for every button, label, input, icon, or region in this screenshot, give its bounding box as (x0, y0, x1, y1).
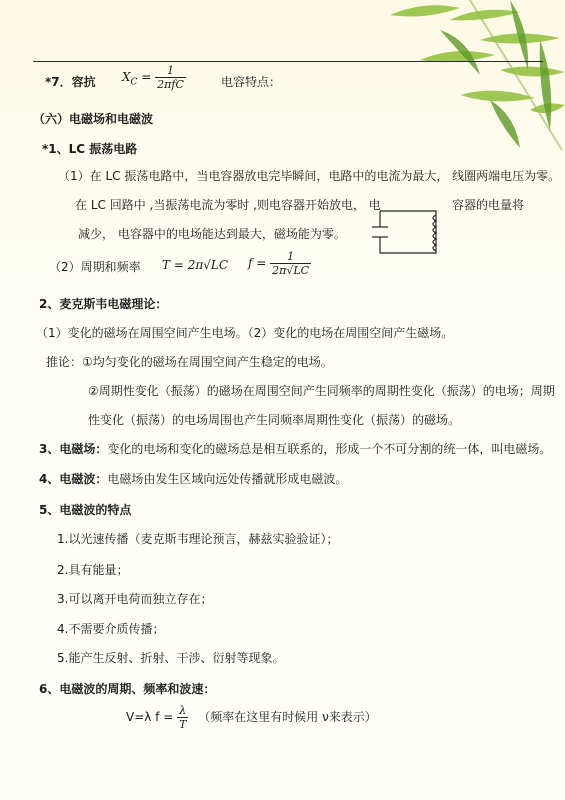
feature-item-5: 5.能产生反射、折射、干涉、衍射等现象。 (57, 651, 285, 665)
formula-fraction: $\frac{1}{\text{2πfC}}$ (157, 64, 184, 91)
capacitive-reactance-formula (122, 64, 186, 91)
feature-item-3: 3.可以离开电荷而独立存在； (57, 592, 213, 606)
freq-lhs: f = (248, 256, 267, 270)
lc-paragraph-3: 减少， 电容器中的电场能达到最大，磁场能为零。 (78, 227, 346, 241)
wave-speed-fraction: $\frac{\lambda}{T}$ (179, 704, 187, 731)
em-field-definition (39, 440, 551, 457)
maxwell-paragraph-3: ②周期性变化（振荡）的磁场在周围空间产生同频率的周期性变化（振荡）的电场；周期 (88, 384, 555, 398)
section-7-label: *7．容抗 (45, 75, 96, 89)
section-lc-heading: *1、LC 振荡电路 (42, 142, 138, 156)
wave-speed-formula (126, 704, 377, 731)
maxwell-paragraph-4: 性变化（振荡）的电场周围也产生同频率周期性变化（振荡）的磁场。 (88, 413, 461, 427)
em-wave-features-heading: 5、电磁波的特点 (39, 503, 132, 517)
maxwell-paragraph-1: （1）变化的磁场在周围空间产生电场。（2）变化的电场在周围空间产生磁场。 (36, 326, 454, 340)
maxwell-paragraph-2: 推论：①均匀变化的磁场在周围空间产生稳定的电场。 (46, 355, 333, 369)
lc-circuit-diagram (366, 203, 450, 261)
feature-item-4: 4.不需要介质传播； (57, 622, 165, 636)
section-heading-em-field: （六）电磁场和电磁波 (33, 112, 154, 126)
wave-speed-lhs: V=λ f = (126, 710, 174, 724)
bamboo-leaves-decoration (330, 0, 565, 150)
lc-paragraph-2a: 在 LC 回路中 ,当振荡电流为零时 ,则电容器开始放电， 电 (75, 198, 381, 212)
wave-speed-note: （频率在这里有时候用 ν来表示） (198, 710, 377, 724)
lc-paragraph-1: （1）在 LC 振荡电路中，当电容器放电完毕瞬间，电路中的电流为最大， 线圈两端电压为零。 (58, 169, 561, 183)
freq-fraction: $\frac{1}{2\pi√LC}$ (272, 250, 310, 277)
header-rule (33, 61, 543, 62)
em-field-text: 变化的电场和变化的磁场总是相互联系的，形成一个不可分割的统一体，叫电磁场。 (107, 442, 552, 456)
frequency-formula (248, 250, 311, 277)
period-formula: T = 2π√LC (162, 258, 229, 272)
feature-item-2: 2.具有能量； (57, 563, 129, 577)
period-frequency-label: （2）周期和频率 (49, 260, 141, 274)
formula-equals: = (141, 70, 152, 84)
em-wave-definition (39, 470, 347, 487)
lc-paragraph-2b: 容器的电量将 (452, 198, 525, 212)
feature-item-1: 1.以光速传播（麦克斯韦理论预言，赫兹实验验证）； (57, 532, 339, 546)
capacitor-feature-label: 电容特点： (221, 75, 282, 89)
formula-subscript: C (130, 77, 138, 88)
em-wave-label: 4、电磁波： (39, 472, 108, 486)
period-freq-speed-heading: 6、电磁波的周期、频率和波速： (39, 682, 216, 696)
em-wave-text: 电磁场由发生区域向远处传播就形成电磁波。 (107, 472, 348, 486)
maxwell-heading: 2、麦克斯韦电磁理论： (39, 297, 168, 311)
formula-symbol: X (122, 70, 131, 84)
em-field-label: 3、电磁场： (39, 442, 108, 456)
